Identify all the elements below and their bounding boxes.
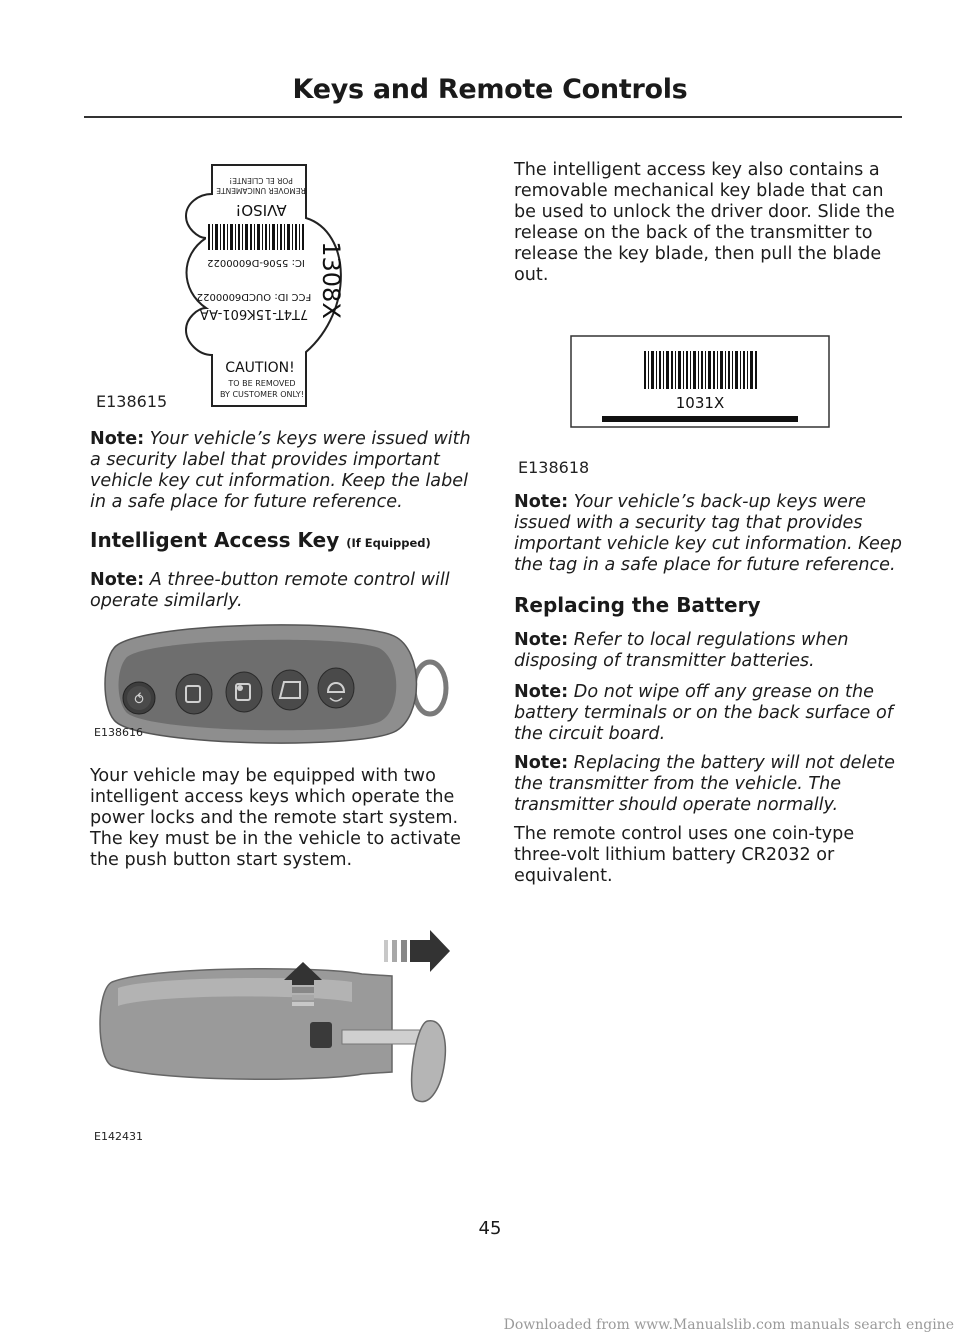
figure-id-e138615: E138615	[96, 392, 168, 411]
footer-watermark: Downloaded from www.Manualslib.com manuals search engine	[503, 1317, 954, 1333]
note-three-button	[90, 570, 475, 612]
figure-id-e142431: E142431	[94, 1130, 143, 1143]
tag-key-code: 1308X	[317, 241, 345, 319]
fob-unlock-button	[226, 672, 262, 712]
note-text: Refer to local regulations when disposing of transmitter batteries.	[514, 630, 849, 671]
note-replacing-battery	[514, 753, 902, 816]
heading-if-equipped: (If Equipped)	[346, 536, 431, 550]
page-title: Keys and Remote Controls	[292, 74, 688, 105]
note-security-label	[90, 429, 475, 513]
intelligent-access-key-fob-illustration	[94, 618, 454, 750]
release-button	[310, 1022, 332, 1048]
heading-replacing-battery: Replacing the Battery	[514, 593, 761, 617]
note-backup-keys	[514, 492, 902, 576]
heading-text: Intelligent Access Key	[90, 528, 340, 552]
fob-panic-button	[318, 668, 354, 708]
note-label: Note:	[514, 682, 569, 702]
note-text: Do not wipe off any grease on the battery terminals or on the back surface of the circuit board.	[514, 682, 893, 744]
note-label: Note:	[514, 753, 569, 773]
note-text: Your vehicle’s back-up keys were issued with a security tag that provides important vehicle key cut information. Keep the tag in a safe place for future reference.	[514, 492, 902, 575]
tag-ic: IC: 5506-D6000022	[207, 257, 305, 268]
figure-id-e138618: E138618	[518, 458, 590, 477]
tag-aviso-line2: POR EL CLIENTE!	[229, 176, 293, 185]
tag-aviso: AVISO!	[235, 201, 287, 219]
key-code-label-illustration	[570, 335, 832, 430]
note-label: Note:	[514, 630, 569, 650]
note-text: Your vehicle’s keys were issued with a security label that provides important vehicle key cut information. Keep the label in a safe place for future reference.	[90, 429, 471, 512]
svg-text:⥀: ⥀	[134, 692, 144, 708]
note-regulations	[514, 630, 902, 672]
tag-fcc-id: FCC ID: OUCD6000022	[196, 291, 312, 302]
fob-lock-button	[176, 674, 212, 714]
tag-caution-line1: TO BE REMOVED	[228, 379, 296, 388]
paragraph-two-keys: Your vehicle may be equipped with two intelligent access keys which operate the power locks and the remote start system. The key must be in the vehicle to activate the push button start system.	[90, 766, 461, 870]
note-label: Note:	[90, 570, 145, 590]
figure-id-e138616: E138616	[94, 726, 143, 739]
key-blade	[342, 1030, 422, 1044]
heading-intelligent-access-key	[90, 528, 431, 552]
note-text: A three-button remote control will operate similarly.	[90, 570, 450, 611]
label-key-code: 1031X	[675, 394, 725, 412]
paragraph-battery-type: The remote control uses one coin-type three-volt lithium battery CR2032 or equivalent.	[514, 824, 855, 886]
security-tag-illustration	[176, 160, 346, 410]
tag-caution: CAUTION!	[225, 360, 295, 376]
slide-right-arrow-icon	[384, 930, 450, 972]
page-number: 45	[478, 1218, 502, 1239]
fob-remote-start-button	[123, 682, 155, 714]
paragraph-key-blade: The intelligent access key also contains a removable mechanical key blade that can be used to unlock the driver door. Slide the release on the back of the transmitter to release the key blade, then pull the blade out.	[514, 160, 895, 285]
tag-aviso-line1: REMOVER UNICAMENTE	[216, 186, 306, 195]
fob-trunk-button	[272, 670, 308, 710]
note-text: Replacing the battery will not delete the transmitter from the vehicle. The transmitter should operate normally.	[514, 753, 895, 815]
tag-caution-line2: BY CUSTOMER ONLY!	[219, 390, 305, 399]
note-label: Note:	[514, 492, 569, 512]
note-label: Note:	[90, 429, 145, 449]
note-grease	[514, 682, 902, 745]
tag-part-number: 7T4T-15K601-AA	[199, 306, 309, 321]
tag-barcode	[206, 222, 306, 252]
header-divider	[84, 116, 902, 118]
key-blade-removal-illustration	[92, 922, 462, 1122]
